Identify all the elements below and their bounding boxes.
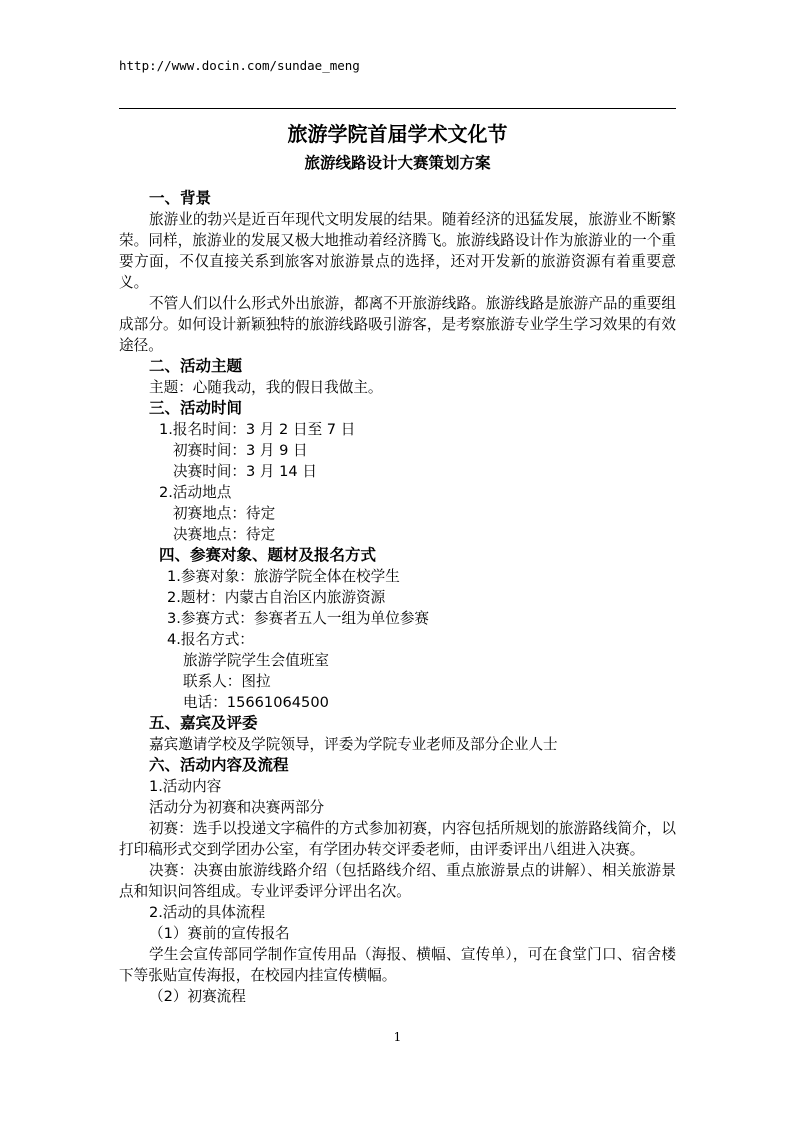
section-heading-theme: 二、活动主题	[149, 357, 243, 375]
list-item: 旅游学院学生会值班室	[183, 652, 329, 669]
list-item: 1.参赛对象：旅游学院全体在校学生	[167, 568, 400, 585]
list-item: 决赛地点：待定	[173, 526, 276, 543]
document-subtitle: 旅游线路设计大赛策划方案	[304, 154, 491, 172]
list-item: 初赛地点：待定	[173, 505, 276, 522]
section-heading-process: 六、活动内容及流程	[149, 756, 289, 774]
list-item: 2.活动的具体流程	[149, 904, 266, 921]
page-number: 1	[393, 1030, 402, 1044]
paragraph: 初赛：选手以投递文字稿件的方式参加初赛，内容包括所规划的旅游路线简介，以打印稿形式交到学团办公室，有学团办转交评委老师，由评委评出八组进入决赛。	[119, 820, 676, 858]
list-item: 1.报名时间：3 月 2 日至 7 日	[159, 421, 356, 438]
list-item: 3.参赛方式：参赛者五人一组为单位参赛	[167, 610, 430, 627]
list-item: 1.活动内容	[149, 778, 222, 795]
document-body	[119, 188, 676, 1007]
section-heading-time: 三、活动时间	[149, 399, 243, 417]
paragraph: 嘉宾邀请学校及学院领导，评委为学院专业老师及部分企业人士	[149, 736, 558, 753]
list-item: 决赛时间：3 月 14 日	[173, 463, 317, 480]
document-title: 旅游学院首届学术文化节	[287, 122, 508, 146]
list-item: 2.题材：内蒙古自治区内旅游资源	[167, 589, 386, 606]
header-divider	[119, 108, 676, 109]
header-url[interactable]: http://www.docin.com/sundae_meng	[119, 58, 360, 73]
list-item: （2）初赛流程	[149, 988, 246, 1005]
list-item: 联系人：图拉	[183, 673, 271, 690]
section-heading-participants: 四、参赛对象、题材及报名方式	[159, 546, 377, 564]
section-heading-judges: 五、嘉宾及评委	[149, 714, 258, 732]
theme-text: 主题：心随我动，我的假日我做主。	[149, 379, 383, 396]
list-item: 初赛时间：3 月 9 日	[173, 442, 308, 459]
paragraph: 学生会宣传部同学制作宣传用品（海报、横幅、宣传单），可在食堂门口、宿舍楼下等张贴宣传海报，在校园内挂宣传横幅。	[119, 946, 676, 984]
paragraph: 旅游业的勃兴是近百年现代文明发展的结果。随着经济的迅猛发展，旅游业不断繁荣。同样，旅游业的发展又极大地推动着经济腾飞。旅游线路设计作为旅游业的一个重要方面，不仅直接关系到旅客对旅游景点的选择，还对开发新的旅游资源有着重要意义。	[119, 211, 676, 291]
list-item: 2.活动地点	[159, 484, 232, 501]
list-item: （1）赛前的宣传报名	[149, 925, 290, 942]
list-item: 4.报名方式：	[167, 631, 254, 648]
section-heading-background: 一、背景	[149, 189, 212, 207]
list-item: 活动分为初赛和决赛两部分	[149, 799, 325, 816]
paragraph: 决赛：决赛由旅游线路介绍（包括路线介绍、重点旅游景点的讲解）、相关旅游景点和知识问答组成。专业评委评分评出名次。	[119, 862, 676, 900]
paragraph: 不管人们以什么形式外出旅游，都离不开旅游线路。旅游线路是旅游产品的重要组成部分。如何设计新颖独特的旅游线路吸引游客，是考察旅游专业学生学习效果的有效途径。	[119, 295, 676, 354]
contact-phone: 电话：15661064500	[183, 694, 329, 711]
